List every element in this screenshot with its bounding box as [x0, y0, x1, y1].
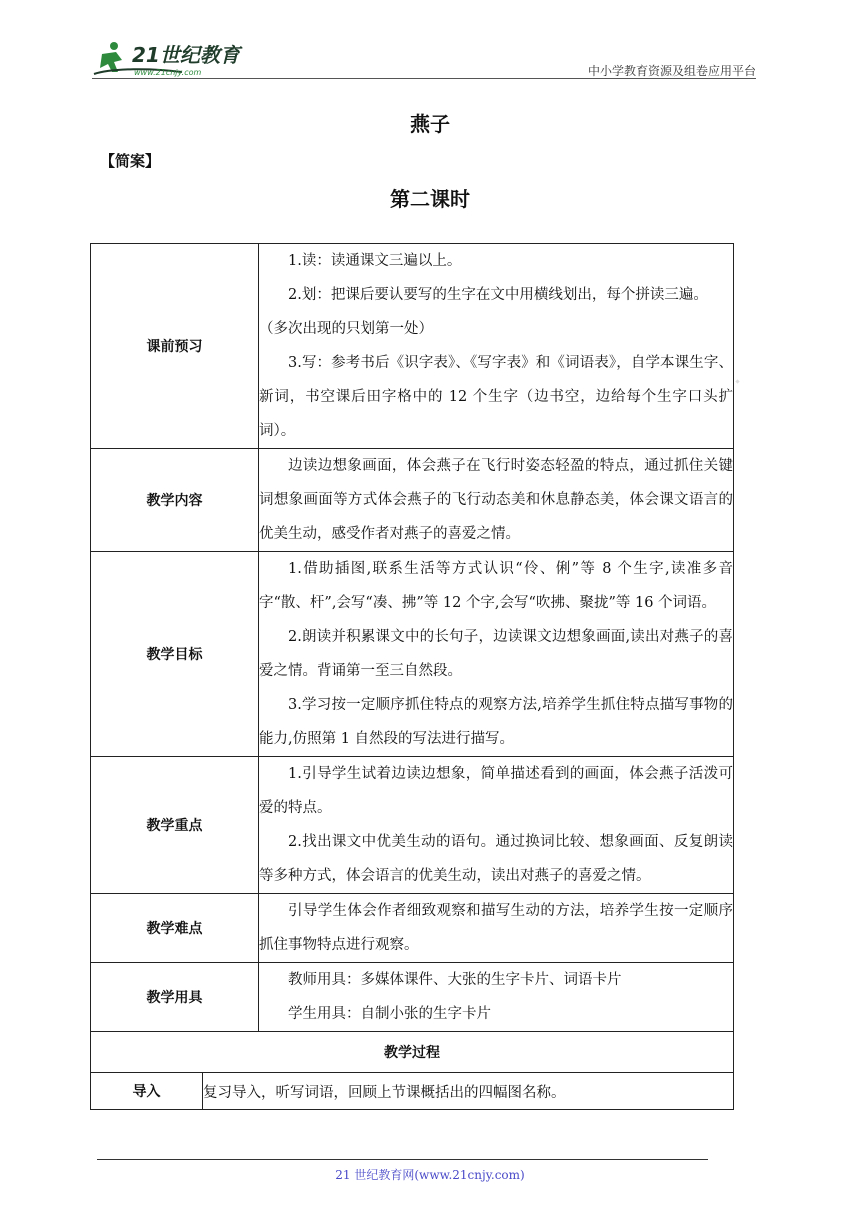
table-row	[91, 449, 734, 552]
table-row	[91, 894, 734, 963]
table-row	[91, 244, 734, 449]
paragraph: 1.读：读通课文三遍以上。	[288, 253, 462, 269]
paragraph: （多次出现的只划第一处）	[259, 321, 433, 337]
row-label: 课前预习	[91, 244, 259, 449]
table-row	[91, 1073, 734, 1110]
paragraph: 2.朗读并积累课文中的长句子，边读课文边想象画面,读出对燕子的喜爱之情。背诵第一至三自然段。	[259, 629, 733, 679]
row-label: 教学内容	[91, 449, 259, 552]
runner-logo-icon	[92, 38, 262, 78]
header-divider	[92, 78, 756, 79]
section-tag: 【简案】	[100, 152, 161, 170]
lesson-title: 第二课时	[390, 187, 470, 211]
platform-name: 中小学教育资源及组卷应用平台	[587, 64, 756, 78]
paragraph: 2.划：把课后要认要写的生字在文中用横线划出，每个拼读三遍。	[288, 287, 708, 303]
document-title: 燕子	[410, 112, 450, 136]
paragraph: 3.写：参考书后《识字表》、《写字表》和《词语表》，自学本课生字、新词，书空课后田字格中的 12 个生字（边书空，边给每个生字口头扩词）。	[259, 355, 733, 439]
row-label: 教学用具	[91, 963, 259, 1032]
table-row	[91, 552, 734, 757]
table-row	[91, 757, 734, 894]
footer-divider	[97, 1159, 708, 1160]
row-content	[259, 552, 734, 757]
row-label: 教学重点	[91, 757, 259, 894]
paragraph: 2.找出课文中优美生动的语句。通过换词比较、想象画面、反复朗读等多种方式，体会语言的优美生动，读出对燕子的喜爱之情。	[259, 834, 733, 884]
site-logo	[92, 38, 262, 78]
row-label: 教学目标	[91, 552, 259, 757]
table-row	[91, 963, 734, 1032]
paragraph: 引导学生体会作者细致观察和描写生动的方法，培养学生按一定顺序抓住事物特点进行观察。	[259, 903, 733, 953]
paragraph: 1.借助插图,联系生活等方式认识“伶、俐”等 8 个生字,读准多音字“散、杆”,会写“凑、拂”等 12 个字,会写“吹拂、聚拢”等 16 个词语。	[259, 561, 733, 611]
row-content	[259, 963, 734, 1032]
row-content	[259, 244, 734, 449]
process-heading: 教学过程	[91, 1032, 734, 1073]
paragraph: 边读边想象画面，体会燕子在飞行时姿态轻盈的特点，通过抓住关键词想象画面等方式体会燕子的飞行动态美和休息静态美，体会课文语言的优美生动，感受作者对燕子的喜爱之情。	[259, 458, 733, 542]
footer-text[interactable]: 21 世纪教育网(www.21cnjy.com)	[335, 1168, 525, 1182]
paragraph: 3.学习按一定顺序抓住特点的观察方法,培养学生抓住特点描写事物的能力,仿照第 1 自然段的写法进行描写。	[259, 697, 733, 747]
intro-label: 导入	[91, 1073, 203, 1110]
row-content	[259, 757, 734, 894]
paragraph: 1.引导学生试着边读边想象，简单描述看到的画面，体会燕子活泼可爱的特点。	[259, 766, 733, 816]
logo-url: www.21cnjy.com	[134, 68, 202, 77]
row-label: 教学难点	[91, 894, 259, 963]
paragraph: 教师用具：多媒体课件、大张的生字卡片、词语卡片	[288, 972, 622, 988]
intro-text: 复习导入，听写词语，回顾上节课概括出的四幅图名称。	[203, 1073, 734, 1110]
logo-text: 21世纪教育	[132, 43, 240, 67]
table-row	[91, 1032, 734, 1073]
lesson-plan-table	[90, 243, 734, 1110]
paragraph: 学生用具：自制小张的生字卡片	[288, 1006, 491, 1022]
decorative-dot	[735, 379, 739, 383]
row-content	[259, 894, 734, 963]
row-content	[259, 449, 734, 552]
